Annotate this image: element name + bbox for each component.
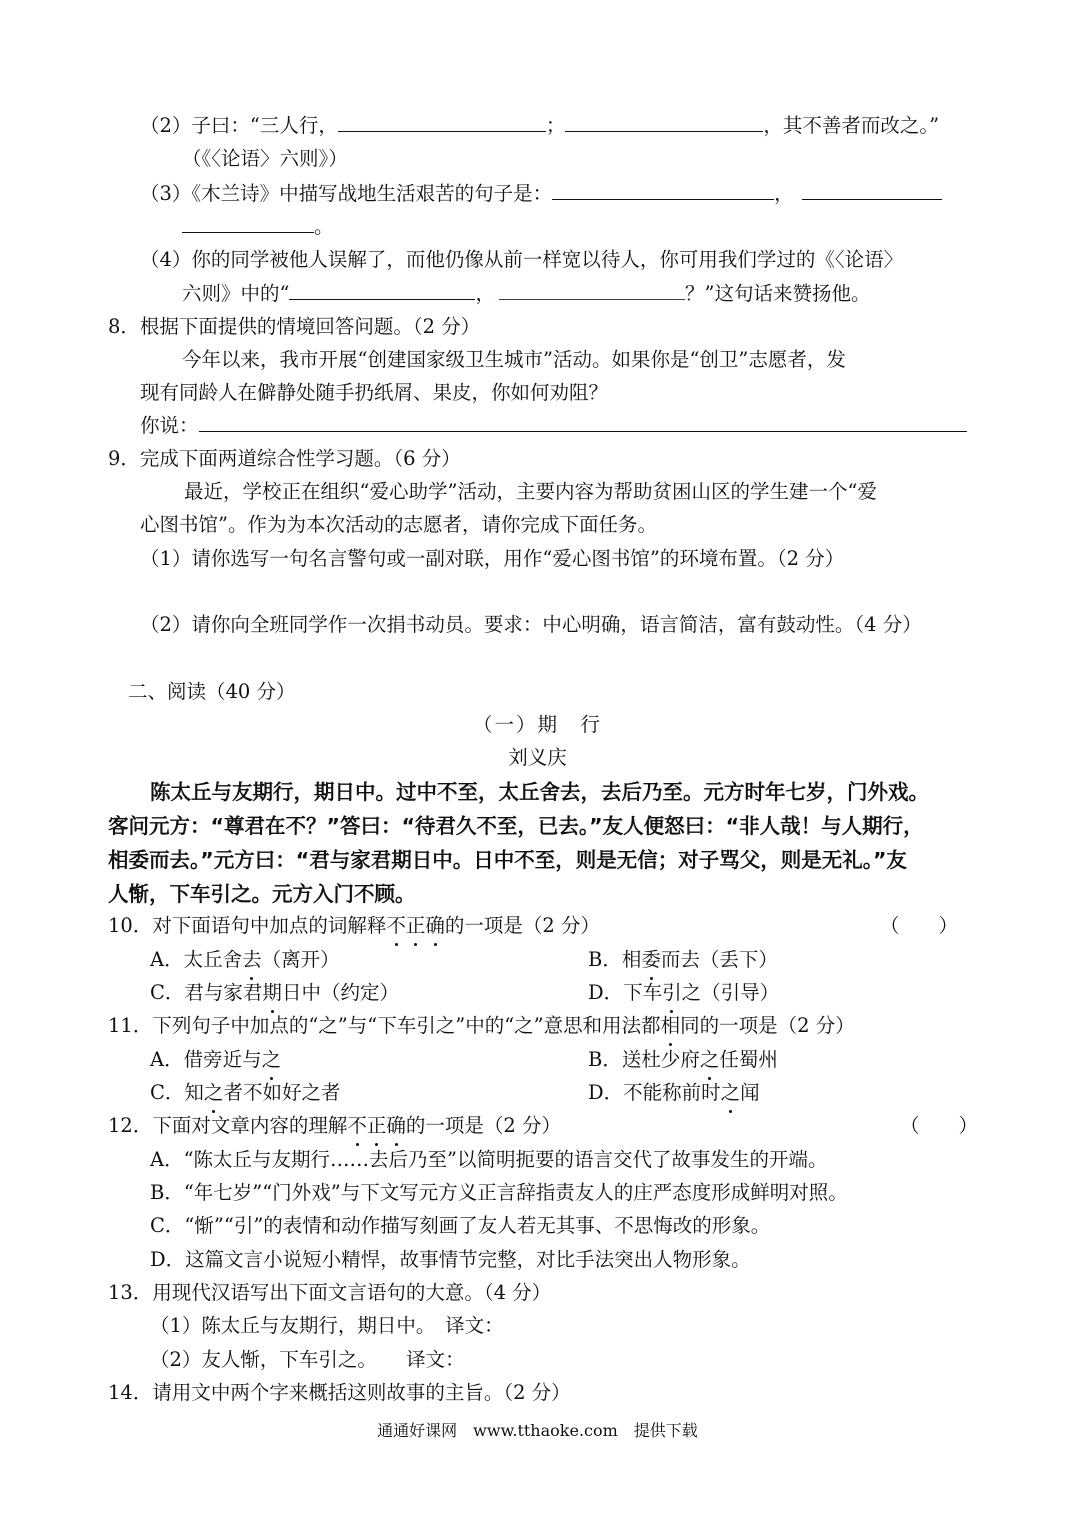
q10-c-pre: C．君与家君 bbox=[150, 981, 263, 1004]
q11-b-pre: B．送杜少府 bbox=[588, 1048, 700, 1071]
q11-c-dot: 之 bbox=[204, 1078, 224, 1108]
q7-3-blank-3[interactable] bbox=[182, 212, 314, 233]
q10-dot-1: 不 bbox=[386, 911, 406, 941]
q11-d-pre: D．不能称前时 bbox=[588, 1081, 721, 1104]
q7-2-blank-1[interactable] bbox=[338, 111, 546, 132]
q10-title-pre: 10．对下面语句中加点的词解释 bbox=[108, 914, 387, 937]
q10-option-b[interactable] bbox=[588, 945, 778, 975]
q11-title bbox=[108, 1011, 855, 1041]
q7-2-text-b: ，其不善者而改之。” bbox=[763, 114, 940, 137]
q8-para-1: 今年以来，我市开展“创建国家级卫生城市”活动。如果你是“创卫”志愿者，发 bbox=[182, 348, 846, 371]
q7-4-text-b: 六则》中的“ bbox=[182, 282, 290, 305]
q11-option-a[interactable] bbox=[150, 1045, 281, 1075]
q7-3-sep: ， bbox=[774, 182, 794, 205]
q7-2-blank-2[interactable] bbox=[565, 111, 763, 132]
q10-d-dot: 引 bbox=[662, 978, 682, 1008]
q11-b-dot: 之 bbox=[700, 1045, 720, 1075]
q9-sub-2: （2）请你向全班同学作一次捐书动员。要求：中心明确，语言简洁，富有鼓动性。（4 分） bbox=[140, 613, 922, 636]
q10-d-pre: D．下车 bbox=[588, 981, 663, 1004]
q7-4-line-2 bbox=[182, 279, 870, 309]
q10-b-post: 而去（丢下） bbox=[660, 948, 778, 971]
q9-para-2: 心图书馆”。作为为本次活动的志愿者，请你完成下面任务。 bbox=[140, 513, 657, 536]
q11-d-post: 闻 bbox=[740, 1081, 760, 1104]
q12-dot-3: 确 bbox=[386, 1111, 406, 1141]
q11-a-pre: A．借旁近与 bbox=[150, 1048, 262, 1071]
q10-c-dot: 期 bbox=[262, 978, 282, 1008]
q10-option-c[interactable] bbox=[150, 978, 399, 1008]
q12-dot-2: 正 bbox=[367, 1111, 387, 1141]
q12-option-c[interactable]: C．“惭”“引”的表情和动作描写刻画了友人若无其事、不思悔改的形象。 bbox=[150, 1214, 771, 1237]
passage-line-2: 客问元方：“尊君在不？”答曰：“待君久不至，已去。”友人便怒曰：“非人哉！与人期行， bbox=[108, 814, 924, 838]
q7-3-blank-1[interactable] bbox=[552, 179, 774, 200]
q10-answer-paren[interactable]: （ ） bbox=[880, 914, 959, 937]
q9-title: 9．完成下面两道综合性学习题。（6 分） bbox=[108, 447, 461, 470]
q10-title bbox=[108, 911, 600, 941]
passage-line-3: 相委而去。”元方曰：“君与家君期日中。日中不至，则是无信；对子骂父，则是无礼。”友 bbox=[108, 848, 907, 872]
q8-title: 8．根据下面提供的情境回答问题。（2 分） bbox=[108, 315, 481, 338]
q10-dot-3: 确 bbox=[425, 911, 445, 941]
q12-dot-1: 不 bbox=[347, 1111, 367, 1141]
passage-line-4: 人惭，下车引之。元方入门不顾。 bbox=[108, 882, 416, 906]
q10-b-dot: 委 bbox=[641, 945, 661, 975]
q7-3-text-a: （3）《木兰诗》中描写战地生活艰苦的句子是： bbox=[140, 182, 553, 205]
q11-c-post: 者不如好之者 bbox=[223, 1081, 341, 1104]
q12-answer-paren[interactable]: （ ） bbox=[900, 1114, 979, 1137]
q7-2-source: （《〈论语〉六则》） bbox=[182, 147, 348, 170]
q7-4-text-c: ？”这句话来赞扬他。 bbox=[685, 282, 871, 305]
q7-2-sep: ； bbox=[545, 114, 566, 137]
q8-answer-line bbox=[140, 411, 967, 441]
q11-title-pre: 11．下列句子中加点的“之”与“下车引之”中的“之”意思和用法都 bbox=[108, 1014, 661, 1037]
q7-3-line bbox=[140, 179, 942, 209]
q11-option-b[interactable] bbox=[588, 1045, 778, 1075]
q11-d-dot: 之 bbox=[721, 1078, 741, 1108]
q10-title-post: 的一项是（2 分） bbox=[444, 914, 600, 937]
q13-item-2: （2）友人惭，下车引之。 译文： bbox=[150, 1348, 465, 1371]
passage-line-1: 陈太丘与友期行，期日中。过中不至，太丘舍去，去后乃至。元方时年七岁，门外戏。 bbox=[150, 780, 929, 804]
q13-item-1: （1）陈太丘与友期行，期日中。 译文： bbox=[150, 1314, 504, 1337]
q10-b-pre: B．相 bbox=[588, 948, 642, 971]
q13-title: 13．用现代汉语写出下面文言语句的大意。（4 分） bbox=[108, 1281, 552, 1304]
q12-option-a[interactable]: A．“陈太丘与友期行……去后乃至”以简明扼要的语言交代了故事发生的开端。 bbox=[150, 1148, 828, 1171]
q11-title-post: 同的一项是（2 分） bbox=[680, 1014, 855, 1037]
q12-option-b[interactable]: B．“年七岁”“门外戏”与下文写元方义正言辞指责友人的庄严态度形成鲜明对照。 bbox=[150, 1181, 848, 1204]
q11-c-pre: C．知 bbox=[150, 1081, 204, 1104]
q8-para-2: 现有同龄人在僻静处随手扔纸屑、果皮，你如何劝阻？ bbox=[140, 381, 609, 404]
q11-option-c[interactable] bbox=[150, 1078, 340, 1108]
q9-sub-1: （1）请你选写一句名言警句或一副对联，用作“爱心图书馆”的环境布置。（2 分） bbox=[140, 547, 845, 570]
q12-option-d[interactable]: D．这篇文言小说短小精悍，故事情节完整，对比手法突出人物形象。 bbox=[150, 1248, 751, 1271]
q7-3-line-2 bbox=[182, 212, 334, 242]
q12-title-pre: 12．下面对文章内容的理解 bbox=[108, 1114, 348, 1137]
page-footer: 通通好课网 www.tthaoke.com 提供下载 bbox=[377, 1421, 698, 1440]
q11-option-d[interactable] bbox=[588, 1078, 760, 1108]
q10-c-post: 日中（约定） bbox=[281, 981, 399, 1004]
q10-option-d[interactable] bbox=[588, 978, 779, 1008]
q11-dot: 相 bbox=[661, 1011, 681, 1041]
q11-a-dot: 之 bbox=[262, 1045, 282, 1075]
q10-a-pre: A．太丘舍 bbox=[150, 948, 243, 971]
q12-title bbox=[108, 1111, 561, 1141]
q12-title-post: 的一项是（2 分） bbox=[405, 1114, 561, 1137]
q10-dot-2: 正 bbox=[406, 911, 426, 941]
section-2-title: 二、阅读（40 分） bbox=[128, 680, 296, 703]
q7-2-text-a: （2）子曰：“三人行， bbox=[140, 114, 338, 137]
q7-3-end: 。 bbox=[314, 215, 334, 238]
passage-author: 刘义庆 bbox=[508, 746, 567, 769]
q7-4-blank-2[interactable] bbox=[499, 279, 685, 300]
q10-a-dot: 去 bbox=[242, 945, 262, 975]
q7-3-blank-2[interactable] bbox=[802, 179, 942, 200]
q14-title: 14．请用文中两个字来概括这则故事的主旨。（2 分） bbox=[108, 1381, 571, 1404]
q7-4-blank-1[interactable] bbox=[289, 279, 475, 300]
q10-option-a[interactable] bbox=[150, 945, 340, 975]
q8-say-label: 你说： bbox=[140, 414, 199, 437]
q7-2-line bbox=[140, 111, 939, 141]
q9-para-1: 最近，学校正在组织“爱心助学”活动，主要内容为帮助贫困山区的学生建一个“爱 bbox=[184, 480, 877, 503]
q8-answer-blank[interactable] bbox=[199, 411, 967, 432]
q10-d-post: 之（引导） bbox=[681, 981, 780, 1004]
q7-4-sep: ， bbox=[475, 282, 495, 305]
passage-title: （一）期 行 bbox=[472, 713, 602, 736]
q11-b-post: 任蜀州 bbox=[719, 1048, 778, 1071]
q7-4-line-1: （4）你的同学被他人误解了，而他仍像从前一样宽以待人，你可用我们学过的《〈论语〉 bbox=[140, 248, 904, 271]
q10-a-post: （离开） bbox=[261, 948, 340, 971]
